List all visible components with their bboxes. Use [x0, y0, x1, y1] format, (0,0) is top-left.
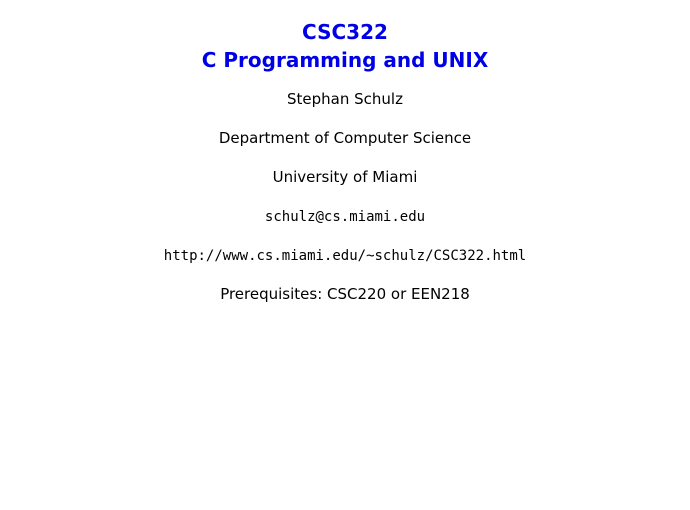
course-url: http://www.cs.miami.edu/~schulz/CSC322.html: [163, 248, 527, 264]
course-code: CSC322: [302, 20, 388, 44]
university: University of Miami: [272, 168, 418, 186]
author-name: Stephan Schulz: [287, 90, 403, 108]
email-address: schulz@cs.miami.edu: [264, 209, 426, 225]
department: Department of Computer Science: [218, 129, 472, 147]
course-title: C Programming and UNIX: [201, 48, 489, 72]
prerequisites: Prerequisites: CSC220 or EEN218: [220, 285, 470, 303]
